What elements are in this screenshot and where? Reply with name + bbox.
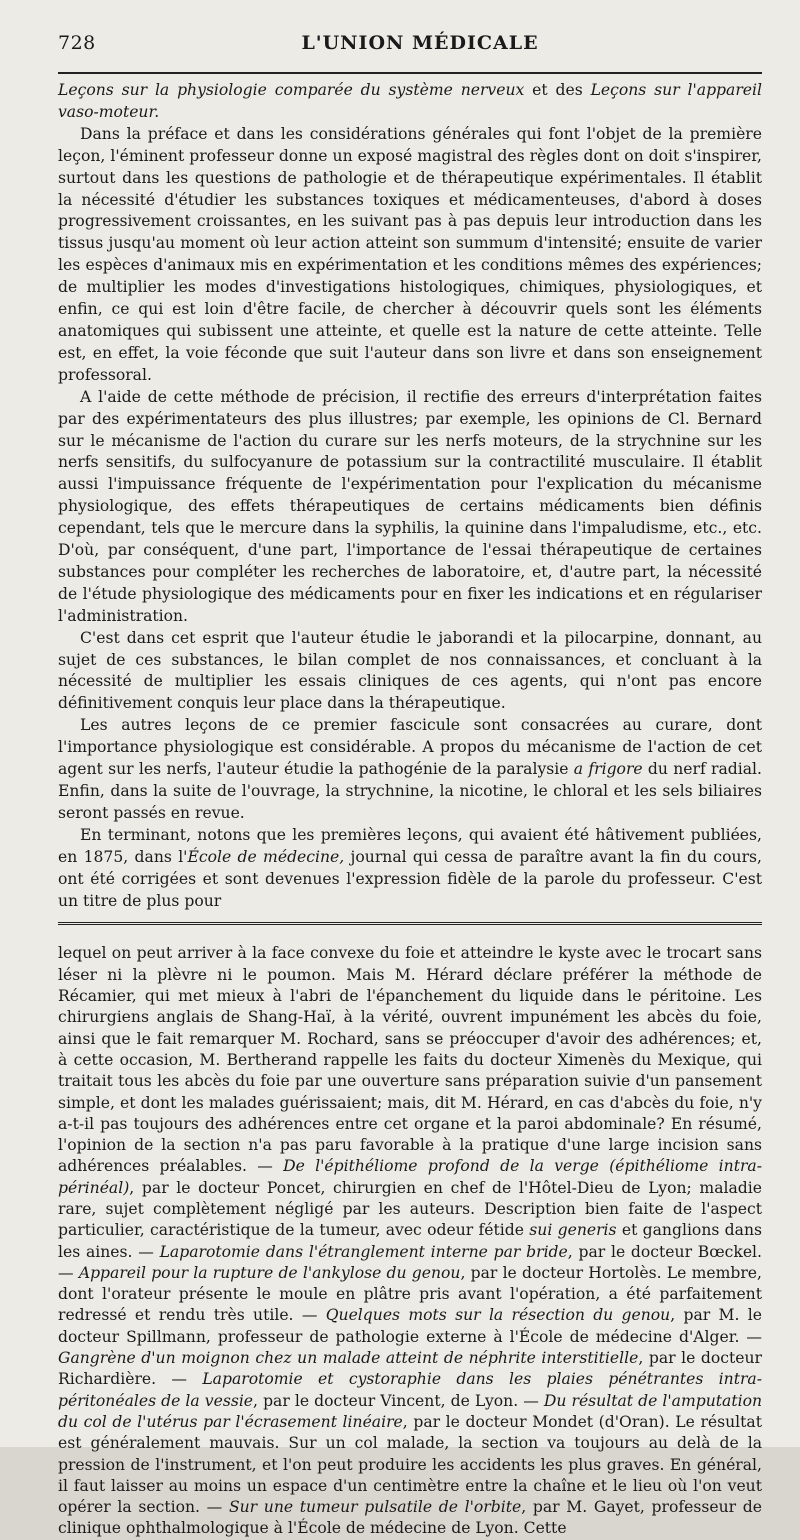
congress-report-section xyxy=(58,943,762,1539)
italic-run: sui generis xyxy=(529,1221,617,1240)
text-run: et ganglions dans les aines. — xyxy=(58,1221,762,1261)
text-run: lequel on peut arriver à la face convexe du foie et atteindre le kyste avec le trocart sans léser ni la plèvre ni le poumon. Mais M. Hérard déclare préférer la méthode de Récamier, qui met mieux à l'abri de l'épanchement du liquide dans le péritoine. Les chirurgiens anglais de Shang-Haï, à la vérité, ouvrent impunément les abcès du foie, ainsi que le fait remarquer M. Rochard, sans se préoccuper d'avoir des adhérences; et, à cette occasion, M. Bertherand rappelle les faits du docteur Ximenès du Mexique, qui traitait tous les abcès du foie par une ouverture sans préparation suivie d'un pansement simple, et dont les malades guérissaient; mais, dit M. Hérard, en cas d'abcès du foie, n'y a-t-il pas toujours des adhérences entre cet organe et la paroi abdominale? En résumé, l'opinion de la section n'a pas paru favorable à la pratique d'une large incision sans adhérences préalables. — xyxy=(58,944,762,1176)
paragraph-surgery-report xyxy=(58,943,762,1539)
section-divider xyxy=(58,922,762,925)
italic-run: Leçons sur l'appareil vaso-moteur. xyxy=(58,81,762,121)
book-review-section xyxy=(58,80,762,912)
italic-run: Quelques mots sur la résection du genou xyxy=(325,1306,671,1325)
text-run: , par le docteur Poncet, chirurgien en chef de l'Hôtel-Dieu de Lyon; maladie rare, sujet complètement négligé par les auteurs. Description bien faite de l'aspect particulier, caractéristique de la tumeur, avec odeur fétide xyxy=(58,1178,762,1240)
text-run: , par le docteur Richardière. — xyxy=(58,1349,763,1389)
italic-run: Laparotomie dans l'étranglement interne par bride xyxy=(159,1242,568,1261)
header-rule xyxy=(58,72,762,74)
journal-title: L'UNION MÉDICALE xyxy=(301,32,539,54)
italic-run: Gangrène d'un moignon chez un malade atteint de néphrite interstitielle xyxy=(58,1349,639,1368)
text-run: , par M. Gayet, professeur de clinique ophthalmologique à l'École de médecine de Lyon. Cette xyxy=(58,1498,762,1538)
text-run: , par le docteur Hortolès. Le membre, dont l'orateur présente le moule en plâtre pris avant l'opération, a été parfaitement redressé et rendu très utile. — xyxy=(58,1263,762,1325)
page-number: 728 xyxy=(58,32,96,54)
text-run: Les autres leçons de ce premier fascicule sont consacrées au curare, dont l'importance physiologique est considérable. A propos du mécanisme de l'action de cet agent sur les nerfs, l'auteur étudie la pathogénie de la paralysie xyxy=(58,716,762,779)
running-header xyxy=(58,32,762,62)
italic-run: De l'épithéliome profond de la verge (épithéliome intra-périnéal) xyxy=(58,1157,763,1197)
italic-run: École de médecine, xyxy=(187,847,345,866)
italic-run: Laparotomie et cystoraphie dans les plaies pénétrantes intra-péritonéales de la vessie xyxy=(58,1370,762,1410)
text-run: A l'aide de cette méthode de précision, il rectifie des erreurs d'interprétation faites par des expérimentateurs des plus illustres; par exemple, les opinions de Cl. Bernard sur le mécanisme de l'action du curare sur les nerfs moteurs, de la strychnine sur les nerfs sensitifs, du sulfocyanure de potassium sur la contractilité musculaire. Il établit aussi l'impuissance fréquente de l'expérimentation pour l'explication du mécanisme physiologique, des effets thérapeutiques de certains médicaments bien définis cependant, tels que le mercure dans la syphilis, la quinine dans l'impaludisme, etc., etc. D'où, par conséquent, d'une part, l'importance de l'essai thérapeutique de certaines substances pour compléter les recherches de laboratoire, et, d'autre part, la nécessité de l'étude physiologique des médicaments pour en fixer les indications et en régulariser l'administration. xyxy=(58,387,762,625)
review-title-line xyxy=(58,80,762,124)
text-run: C'est dans cet esprit que l'auteur étudie le jaborandi et la pilocarpine, donnant, au sujet de ces substances, le bilan complet de nos connaissances, et concluant à la nécessité de multiplier les essais cliniques de ces agents, qui n'ont pas encore définitivement conquis leur place dans la thérapeutique. xyxy=(58,628,762,713)
paragraph-conclusion xyxy=(58,825,762,913)
text-run: , par M. le docteur Spillmann, professeur de pathologie externe à l'École de médecine d'Alger. — xyxy=(58,1306,762,1346)
text-run: , par le docteur Bœckel. — xyxy=(58,1242,763,1282)
text-run: journal qui cessa de paraître avant la fin du cours, ont été corrigées et sont devenues l'expression fidèle de la parole du professeur. C'est un titre de plus pour xyxy=(58,847,762,910)
text-run: En terminant, notons que les premières leçons, qui avaient été hâtivement publiées, en 1875, dans l' xyxy=(58,825,762,866)
italic-run: a frigore xyxy=(573,760,643,779)
italic-run: Appareil pour la rupture de l'ankylose du genou xyxy=(78,1263,461,1282)
paragraph-method xyxy=(58,387,762,628)
text-run: , par le docteur Mondet (d'Oran). Le résultat est généralement mauvais. Sur un col malade, la section va toujours au delà de la pression de l'instrument, et l'on peut produire les accidents les plus graves. En général, il faut laisser au moins un espace d'un centimètre entre la chaîne et le lieu où l'on veut opérer la section. — xyxy=(58,1412,762,1517)
text-run: Dans la préface et dans les considérations générales qui font l'objet de la première leçon, l'éminent professeur donne un exposé magistral des règles dont on doit s'inspirer, surtout dans les questions de pathologie et de thérapeutique expérimentales. Il établit la nécessité d'étudier les substances toxiques et médicamenteuses, d'abord à doses progressivement croissantes, en les suivant pas à pas depuis leur introduction dans les tissus jusqu'au moment où leur action atteint son summum d'intensité; ensuite de varier les espèces d'animaux mis en expérimentation et les conditions mêmes des expériences; de multiplier les modes d'investigations histologiques, chimiques, physiologiques, et enfin, ce qui est loin d'être facile, de chercher à découvrir quels sont les éléments anatomiques qui subissent une atteinte, et quelle est la nature de cette atteinte. Telle est, en effet, la voie féconde que suit l'auteur dans son livre et dans son enseignement professoral. xyxy=(58,124,762,384)
italic-run: Du résultat de l'amputation du col de l'utérus par l'écrasement linéaire xyxy=(58,1391,763,1431)
text-run: du nerf radial. Enfin, dans la suite de l'ouvrage, la strychnine, la nicotine, le chloral et les sels biliaires seront passés en revue. xyxy=(58,760,762,822)
paragraph-curare xyxy=(58,715,762,825)
italic-run: Sur une tumeur pulsatile de l'orbite xyxy=(228,1498,522,1517)
paragraph-jaborandi xyxy=(58,628,762,716)
text-run: , par le docteur Vincent, de Lyon. — xyxy=(253,1391,544,1410)
paragraph-preface xyxy=(58,124,762,387)
text-run: et des xyxy=(524,81,591,99)
italic-run: Leçons sur la physiologie comparée du système nerveux xyxy=(58,81,525,99)
